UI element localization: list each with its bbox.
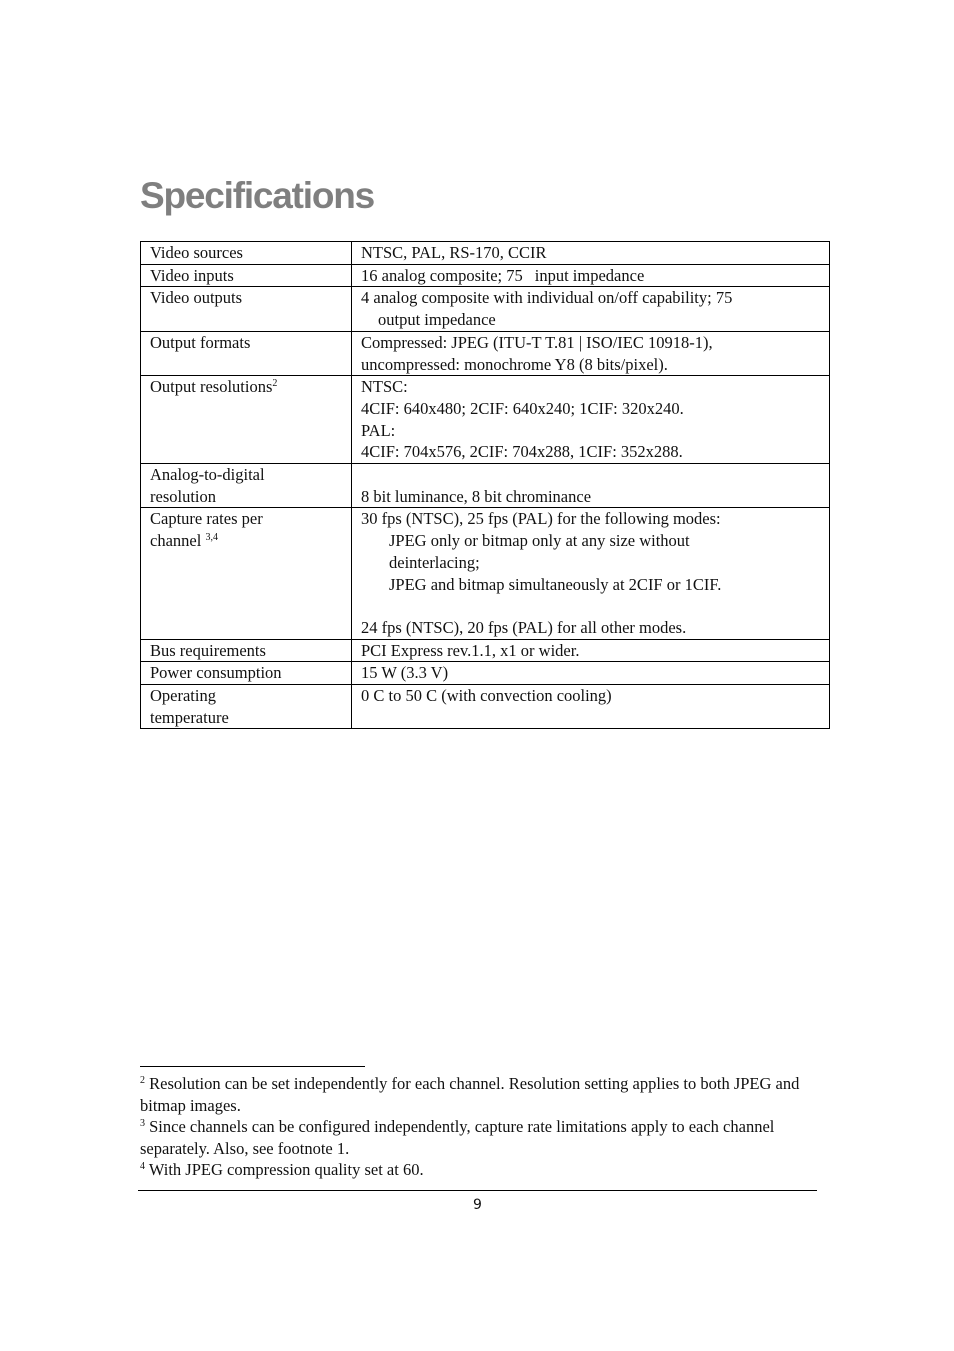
spec-value: Compressed: JPEG (ITU-T T.81 | ISO/IEC 10918-1),: [361, 332, 713, 352]
table-row: [141, 287, 830, 331]
spec-value-cell: [352, 376, 830, 464]
spec-value: JPEG only or bitmap only at any size without: [389, 531, 690, 551]
table-row: [141, 639, 830, 662]
spec-label: Capture rates per: [150, 509, 263, 529]
spec-value-cell: [352, 242, 830, 265]
spec-value: deinterlacing;: [389, 552, 480, 572]
spec-label: Operating: [150, 686, 216, 706]
page-number: 9: [473, 1197, 482, 1213]
spec-value-cell: [352, 464, 830, 508]
footnote-text: Resolution can be set independently for each channel. Resolution setting applies to both JPEG and bitmap images.: [140, 1074, 800, 1115]
spec-value: 30 fps (NTSC), 25 fps (PAL) for the following modes:: [361, 509, 721, 529]
spec-label-cell: [141, 242, 352, 265]
spacer: [361, 595, 823, 617]
spec-label-cell: [141, 331, 352, 375]
spec-value: 4CIF: 704x576, 2CIF: 704x288, 1CIF: 352x288.: [361, 442, 683, 462]
spec-label-line: [150, 376, 345, 398]
table-row: [141, 508, 830, 639]
spec-value-cell: [352, 508, 830, 639]
table-row: [141, 685, 830, 729]
footer-separator: [138, 1190, 817, 1191]
footnote: [140, 1116, 820, 1159]
spec-value: input impedance: [534, 265, 645, 285]
page-title: Specifications: [140, 175, 375, 216]
spec-label: channel: [150, 531, 202, 551]
spec-label-cell: [141, 464, 352, 508]
spec-value-cell: [352, 331, 830, 375]
table-row: [141, 376, 830, 464]
spec-label-cell: [141, 376, 352, 464]
spec-label: Video inputs: [150, 265, 234, 285]
spec-value: NTSC, PAL, RS-170, CCIR: [361, 243, 547, 262]
footnote-separator: [140, 1066, 365, 1067]
spec-label-cell: [141, 662, 352, 685]
spec-label: Bus requirements: [150, 640, 266, 660]
spec-label: resolution: [150, 486, 216, 506]
spec-value: 0 C to 50 C (with convection cooling): [361, 686, 612, 706]
footnote: [140, 1159, 820, 1181]
spec-value: 8 bit luminance, 8 bit chrominance: [361, 486, 592, 506]
spec-label: temperature: [150, 707, 229, 727]
spec-value: 4CIF: 640x480; 2CIF: 640x240; 1CIF: 320x240.: [361, 398, 684, 418]
footnote-mark: 4: [140, 1161, 145, 1172]
footnote-mark: 3: [140, 1118, 145, 1129]
spec-label-cell: [141, 508, 352, 639]
spec-label: Video sources: [150, 243, 243, 262]
spec-value-cell: [352, 662, 830, 685]
spec-label-cell: [141, 287, 352, 331]
spec-value: 24 fps (NTSC), 20 fps (PAL) for all other modes.: [361, 617, 687, 637]
spec-label-cell: [141, 685, 352, 729]
spec-value-cell: [352, 264, 830, 287]
footnote-text: With JPEG compression quality set at 60.: [148, 1160, 424, 1179]
spec-label: Output resolutions: [150, 377, 273, 397]
spec-label-cell: [141, 264, 352, 287]
table-row: [141, 662, 830, 685]
spec-label: Analog-to-digital: [150, 465, 265, 485]
spacer: [361, 464, 823, 486]
table-row: [141, 242, 830, 265]
table-row: [141, 464, 830, 508]
footnote-mark: 2: [140, 1075, 145, 1086]
spec-label: Output formats: [150, 332, 251, 352]
spec-value: 15 W (3.3 V): [361, 663, 449, 683]
footnote-text: Since channels can be configured independently, capture rate limitations apply to each channel separately. Also, see footnote 1.: [140, 1117, 775, 1158]
footnotes: [140, 1073, 820, 1181]
spec-label-cell: [141, 639, 352, 662]
spec-value: output impedance: [378, 310, 496, 330]
footnote: [140, 1073, 820, 1116]
spec-value: 16 analog composite; 75: [361, 265, 523, 285]
spec-label-line: [150, 530, 345, 552]
specifications-table: [140, 241, 830, 729]
spec-value: NTSC:: [361, 377, 408, 397]
table-row: [141, 331, 830, 375]
spec-value-cell: [352, 639, 830, 662]
spec-value: JPEG and bitmap simultaneously at 2CIF or 1CIF.: [389, 574, 722, 594]
spec-value: 4 analog composite with individual on/off capability; 75: [361, 288, 733, 308]
spec-label: Video outputs: [150, 288, 243, 308]
spec-value: PAL:: [361, 420, 396, 440]
spec-value: PCI Express rev.1.1, x1 or wider.: [361, 640, 580, 660]
table-row: [141, 264, 830, 287]
footnote-reference: 2: [272, 378, 278, 390]
spec-value-line: [361, 265, 823, 287]
footnote-reference: 3,4: [205, 532, 218, 544]
spec-value-cell: [352, 287, 830, 331]
spec-label: Power consumption: [150, 663, 282, 683]
spec-value: uncompressed: monochrome Y8 (8 bits/pixel).: [361, 354, 668, 374]
spec-value-cell: [352, 685, 830, 729]
